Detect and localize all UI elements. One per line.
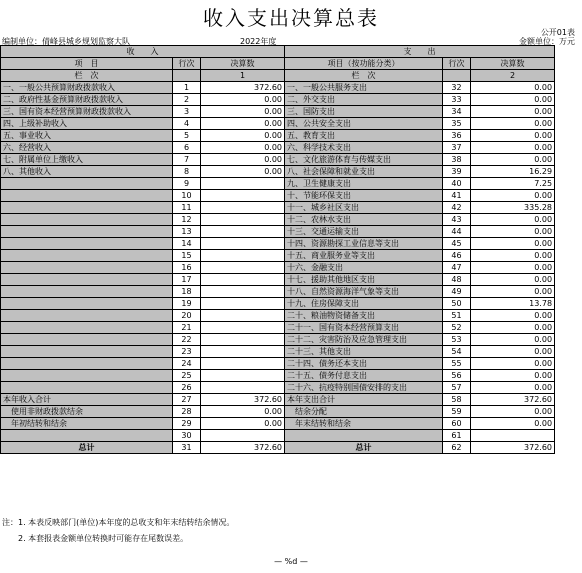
- income-rowno-cell: 28: [173, 406, 201, 418]
- income-rowno-cell: 30: [173, 430, 201, 442]
- income-rowno-cell: 17: [173, 274, 201, 286]
- income-item-cell: [1, 430, 173, 442]
- expense-amount-cell: 16.29: [471, 166, 555, 178]
- table-row: [1, 142, 555, 154]
- table-row: [1, 106, 555, 118]
- expense-rowno-cell: 56: [443, 370, 471, 382]
- table-row: [1, 358, 555, 370]
- expense-amount-cell: 0.00: [471, 382, 555, 394]
- expense-amount-cell: 0.00: [471, 226, 555, 238]
- report-year: 2022年度: [240, 37, 277, 46]
- expense-rowno-cell: 57: [443, 382, 471, 394]
- table-row: [1, 178, 555, 190]
- expense-col-number: 2: [471, 70, 555, 82]
- income-amount-cell: [201, 250, 285, 262]
- expense-item-cell: 二十二、灾害防治及应急管理支出: [285, 334, 443, 346]
- expense-item-cell: 年末结转和结余: [285, 418, 443, 430]
- table-row: [1, 346, 555, 358]
- expense-rowno-cell: 34: [443, 106, 471, 118]
- report-title: 收入支出决算总表: [203, 6, 379, 30]
- income-item-cell: 六、经营收入: [1, 142, 173, 154]
- expense-amount-cell: 0.00: [471, 94, 555, 106]
- expense-rowno-cell: 53: [443, 334, 471, 346]
- income-rowno-header: 行次: [173, 58, 201, 70]
- expense-amount-cell: 0.00: [471, 250, 555, 262]
- income-item-cell: 四、上级补助收入: [1, 118, 173, 130]
- income-amount-cell: 0.00: [201, 142, 285, 154]
- table-row: [1, 262, 555, 274]
- income-item-cell: [1, 298, 173, 310]
- expense-item-cell: 一、一般公共服务支出: [285, 82, 443, 94]
- expense-rowno-cell: 40: [443, 178, 471, 190]
- income-expense-table: [0, 45, 555, 454]
- income-amount-cell: 0.00: [201, 406, 285, 418]
- income-rowno-cell: 14: [173, 238, 201, 250]
- income-amount-cell: 372.60: [201, 442, 285, 454]
- expense-rowno-cell: 60: [443, 418, 471, 430]
- income-amount-cell: 0.00: [201, 106, 285, 118]
- income-item-cell: 三、国有资本经营预算财政拨款收入: [1, 106, 173, 118]
- income-rowno-cell: 9: [173, 178, 201, 190]
- expense-rowno-cell: 52: [443, 322, 471, 334]
- income-item-cell: 使用非财政拨款结余: [1, 406, 173, 418]
- expense-amount-cell: 0.00: [471, 286, 555, 298]
- expense-lanci: 栏 次: [285, 70, 443, 82]
- expense-amount-cell: 0.00: [471, 406, 555, 418]
- income-amount-cell: [201, 382, 285, 394]
- income-section-header: 收 入: [1, 46, 285, 58]
- expense-rowno-cell: 62: [443, 442, 471, 454]
- expense-item-cell: 二十、粮油物资储备支出: [285, 310, 443, 322]
- header-row-columns: [1, 58, 555, 70]
- income-rowno-cell: 19: [173, 298, 201, 310]
- expense-item-cell: 五、教育支出: [285, 130, 443, 142]
- table-row: [1, 94, 555, 106]
- expense-rowno-cell: 44: [443, 226, 471, 238]
- income-col-number: 1: [201, 70, 285, 82]
- income-amount-header: 决算数: [201, 58, 285, 70]
- income-lanci-blank: [173, 70, 201, 82]
- income-rowno-cell: 5: [173, 130, 201, 142]
- expense-item-cell: 十四、资源勘探工业信息等支出: [285, 238, 443, 250]
- income-item-cell: [1, 202, 173, 214]
- income-amount-cell: [201, 190, 285, 202]
- income-rowno-cell: 8: [173, 166, 201, 178]
- income-amount-cell: 0.00: [201, 154, 285, 166]
- expense-rowno-cell: 48: [443, 274, 471, 286]
- expense-item-cell: 二十五、债务付息支出: [285, 370, 443, 382]
- expense-item-cell: [285, 430, 443, 442]
- table-row: [1, 310, 555, 322]
- income-amount-cell: [201, 298, 285, 310]
- income-item-cell: [1, 382, 173, 394]
- expense-amount-cell: 372.60: [471, 394, 555, 406]
- income-amount-cell: [201, 430, 285, 442]
- expense-amount-cell: 0.00: [471, 106, 555, 118]
- income-item-cell: [1, 310, 173, 322]
- header-row-lanci: [1, 70, 555, 82]
- income-item-cell: 二、政府性基金预算财政拨款收入: [1, 94, 173, 106]
- expense-item-cell: 十一、城乡社区支出: [285, 202, 443, 214]
- expense-rowno-cell: 41: [443, 190, 471, 202]
- expense-rowno-cell: 38: [443, 154, 471, 166]
- expense-item-cell: 十五、商业服务业等支出: [285, 250, 443, 262]
- income-item-cell: 八、其他收入: [1, 166, 173, 178]
- page-number: — %d —: [274, 557, 308, 566]
- income-rowno-cell: 12: [173, 214, 201, 226]
- income-rowno-cell: 26: [173, 382, 201, 394]
- expense-amount-cell: 0.00: [471, 190, 555, 202]
- income-item-cell: [1, 262, 173, 274]
- income-rowno-cell: 13: [173, 226, 201, 238]
- income-rowno-cell: 21: [173, 322, 201, 334]
- expense-amount-cell: 0.00: [471, 130, 555, 142]
- expense-rowno-cell: 33: [443, 94, 471, 106]
- income-rowno-cell: 3: [173, 106, 201, 118]
- income-rowno-cell: 1: [173, 82, 201, 94]
- expense-rowno-cell: 42: [443, 202, 471, 214]
- expense-rowno-cell: 36: [443, 130, 471, 142]
- expense-item-cell: 二十六、抗疫特别国债安排的支出: [285, 382, 443, 394]
- table-row: [1, 154, 555, 166]
- expense-item-cell: 七、文化旅游体育与传媒支出: [285, 154, 443, 166]
- income-rowno-cell: 15: [173, 250, 201, 262]
- expense-amount-cell: 0.00: [471, 214, 555, 226]
- expense-rowno-cell: 61: [443, 430, 471, 442]
- expense-amount-cell: 0.00: [471, 310, 555, 322]
- income-item-cell: [1, 370, 173, 382]
- income-rowno-cell: 10: [173, 190, 201, 202]
- expense-item-cell: 十二、农林水支出: [285, 214, 443, 226]
- income-item-cell: [1, 178, 173, 190]
- income-amount-cell: [201, 202, 285, 214]
- income-amount-cell: 372.60: [201, 394, 285, 406]
- table-row: [1, 430, 555, 442]
- income-amount-cell: [201, 214, 285, 226]
- income-item-cell: [1, 274, 173, 286]
- income-amount-cell: [201, 346, 285, 358]
- income-rowno-cell: 31: [173, 442, 201, 454]
- income-amount-cell: 0.00: [201, 118, 285, 130]
- income-rowno-cell: 18: [173, 286, 201, 298]
- expense-section-header: 支 出: [285, 46, 555, 58]
- income-amount-cell: [201, 358, 285, 370]
- expense-rowno-cell: 32: [443, 82, 471, 94]
- income-rowno-cell: 16: [173, 262, 201, 274]
- expense-lanci-blank: [443, 70, 471, 82]
- expense-amount-cell: 0.00: [471, 358, 555, 370]
- expense-rowno-cell: 54: [443, 346, 471, 358]
- income-amount-cell: 0.00: [201, 166, 285, 178]
- income-rowno-cell: 2: [173, 94, 201, 106]
- expense-item-cell: 十八、自然资源海洋气象等支出: [285, 286, 443, 298]
- table-row: [1, 238, 555, 250]
- income-amount-cell: 0.00: [201, 94, 285, 106]
- table-row: [1, 202, 555, 214]
- expense-item-header: 项目（按功能分类）: [285, 58, 443, 70]
- expense-rowno-cell: 51: [443, 310, 471, 322]
- income-item-cell: [1, 286, 173, 298]
- expense-amount-cell: 0.00: [471, 418, 555, 430]
- income-item-cell: [1, 190, 173, 202]
- expense-item-cell: 结余分配: [285, 406, 443, 418]
- income-rowno-cell: 25: [173, 370, 201, 382]
- expense-rowno-cell: 55: [443, 358, 471, 370]
- expense-rowno-cell: 46: [443, 250, 471, 262]
- expense-amount-cell: 0.00: [471, 142, 555, 154]
- expense-amount-cell: 372.60: [471, 442, 555, 454]
- table-row: [1, 394, 555, 406]
- expense-amount-cell: 0.00: [471, 238, 555, 250]
- income-amount-cell: 372.60: [201, 82, 285, 94]
- income-rowno-cell: 24: [173, 358, 201, 370]
- income-rowno-cell: 23: [173, 346, 201, 358]
- income-amount-cell: [201, 334, 285, 346]
- income-item-cell: [1, 346, 173, 358]
- expense-item-cell: 十六、金融支出: [285, 262, 443, 274]
- expense-rowno-header: 行次: [443, 58, 471, 70]
- income-rowno-cell: 20: [173, 310, 201, 322]
- expense-amount-cell: [471, 430, 555, 442]
- income-amount-cell: 0.00: [201, 130, 285, 142]
- table-row: [1, 370, 555, 382]
- expense-amount-cell: 335.28: [471, 202, 555, 214]
- income-item-cell: 五、事业收入: [1, 130, 173, 142]
- table-row: [1, 166, 555, 178]
- income-rowno-cell: 4: [173, 118, 201, 130]
- income-amount-cell: [201, 262, 285, 274]
- table-row: [1, 250, 555, 262]
- income-item-cell: [1, 322, 173, 334]
- expense-item-cell: 十七、援助其他地区支出: [285, 274, 443, 286]
- footnotes: [2, 515, 234, 547]
- expense-rowno-cell: 43: [443, 214, 471, 226]
- expense-item-cell: 三、国防支出: [285, 106, 443, 118]
- income-item-cell: [1, 250, 173, 262]
- income-item-cell: 总计: [1, 442, 173, 454]
- income-item-cell: [1, 238, 173, 250]
- expense-rowno-cell: 45: [443, 238, 471, 250]
- expense-rowno-cell: 47: [443, 262, 471, 274]
- income-item-cell: 年初结转和结余: [1, 418, 173, 430]
- table-row: [1, 118, 555, 130]
- table-row: [1, 382, 555, 394]
- expense-amount-cell: 0.00: [471, 370, 555, 382]
- expense-amount-cell: 13.78: [471, 298, 555, 310]
- unit-label: 编制单位：倩峰县城乡规划监察大队: [2, 37, 130, 46]
- expense-item-cell: 四、公共安全支出: [285, 118, 443, 130]
- table-row: [1, 226, 555, 238]
- footnote-1: 注：1. 本表反映部门(单位)本年度的总收支和年末结转结余情况。: [2, 518, 235, 527]
- table-row: [1, 418, 555, 430]
- income-item-cell: [1, 358, 173, 370]
- table-row: [1, 298, 555, 310]
- expense-amount-cell: 0.00: [471, 322, 555, 334]
- expense-amount-header: 决算数: [471, 58, 555, 70]
- income-item-header: 项 目: [1, 58, 173, 70]
- income-rowno-cell: 27: [173, 394, 201, 406]
- income-item-cell: 本年收入合计: [1, 394, 173, 406]
- expense-amount-cell: 0.00: [471, 334, 555, 346]
- expense-rowno-cell: 49: [443, 286, 471, 298]
- income-amount-cell: [201, 238, 285, 250]
- income-rowno-cell: 22: [173, 334, 201, 346]
- expense-rowno-cell: 50: [443, 298, 471, 310]
- expense-amount-cell: 0.00: [471, 346, 555, 358]
- income-amount-cell: [201, 310, 285, 322]
- expense-item-cell: 二十四、债务还本支出: [285, 358, 443, 370]
- income-rowno-cell: 11: [173, 202, 201, 214]
- table-row: [1, 286, 555, 298]
- income-item-cell: 七、附属单位上缴收入: [1, 154, 173, 166]
- form-number: 公开01表: [540, 28, 575, 37]
- table-row: [1, 190, 555, 202]
- income-item-cell: [1, 226, 173, 238]
- footnote-2: 2. 本套报表金额单位转换时可能存在尾数误差。: [2, 534, 189, 543]
- income-item-cell: 一、一般公共预算财政拨款收入: [1, 82, 173, 94]
- expense-item-cell: 二十一、国有资本经营预算支出: [285, 322, 443, 334]
- income-lanci: 栏 次: [1, 70, 173, 82]
- table-row: [1, 322, 555, 334]
- income-amount-cell: 0.00: [201, 418, 285, 430]
- expense-rowno-cell: 39: [443, 166, 471, 178]
- expense-amount-cell: 0.00: [471, 82, 555, 94]
- expense-amount-cell: 0.00: [471, 154, 555, 166]
- income-amount-cell: [201, 286, 285, 298]
- table-row: [1, 406, 555, 418]
- expense-item-cell: 十三、交通运输支出: [285, 226, 443, 238]
- expense-item-cell: 十、节能环保支出: [285, 190, 443, 202]
- currency-unit: 金额单位：万元: [519, 37, 575, 46]
- expense-item-cell: 二十三、其他支出: [285, 346, 443, 358]
- income-rowno-cell: 6: [173, 142, 201, 154]
- income-item-cell: [1, 334, 173, 346]
- table-row: [1, 130, 555, 142]
- income-amount-cell: [201, 322, 285, 334]
- table-row: [1, 82, 555, 94]
- expense-rowno-cell: 35: [443, 118, 471, 130]
- expense-rowno-cell: 58: [443, 394, 471, 406]
- expense-item-cell: 二、外交支出: [285, 94, 443, 106]
- expense-amount-cell: 0.00: [471, 274, 555, 286]
- expense-rowno-cell: 37: [443, 142, 471, 154]
- expense-item-cell: 六、科学技术支出: [285, 142, 443, 154]
- table-row: [1, 334, 555, 346]
- header-row-section: [1, 46, 555, 58]
- expense-item-cell: 本年支出合计: [285, 394, 443, 406]
- income-amount-cell: [201, 178, 285, 190]
- income-amount-cell: [201, 274, 285, 286]
- expense-amount-cell: 0.00: [471, 118, 555, 130]
- expense-rowno-cell: 59: [443, 406, 471, 418]
- income-item-cell: [1, 214, 173, 226]
- expense-item-cell: 八、社会保障和就业支出: [285, 166, 443, 178]
- expense-item-cell: 总计: [285, 442, 443, 454]
- income-rowno-cell: 29: [173, 418, 201, 430]
- expense-amount-cell: 7.25: [471, 178, 555, 190]
- income-rowno-cell: 7: [173, 154, 201, 166]
- expense-item-cell: 九、卫生健康支出: [285, 178, 443, 190]
- income-amount-cell: [201, 226, 285, 238]
- table-row: [1, 214, 555, 226]
- expense-item-cell: 十九、住房保障支出: [285, 298, 443, 310]
- income-amount-cell: [201, 370, 285, 382]
- table-row: [1, 442, 555, 454]
- table-row: [1, 274, 555, 286]
- expense-amount-cell: 0.00: [471, 262, 555, 274]
